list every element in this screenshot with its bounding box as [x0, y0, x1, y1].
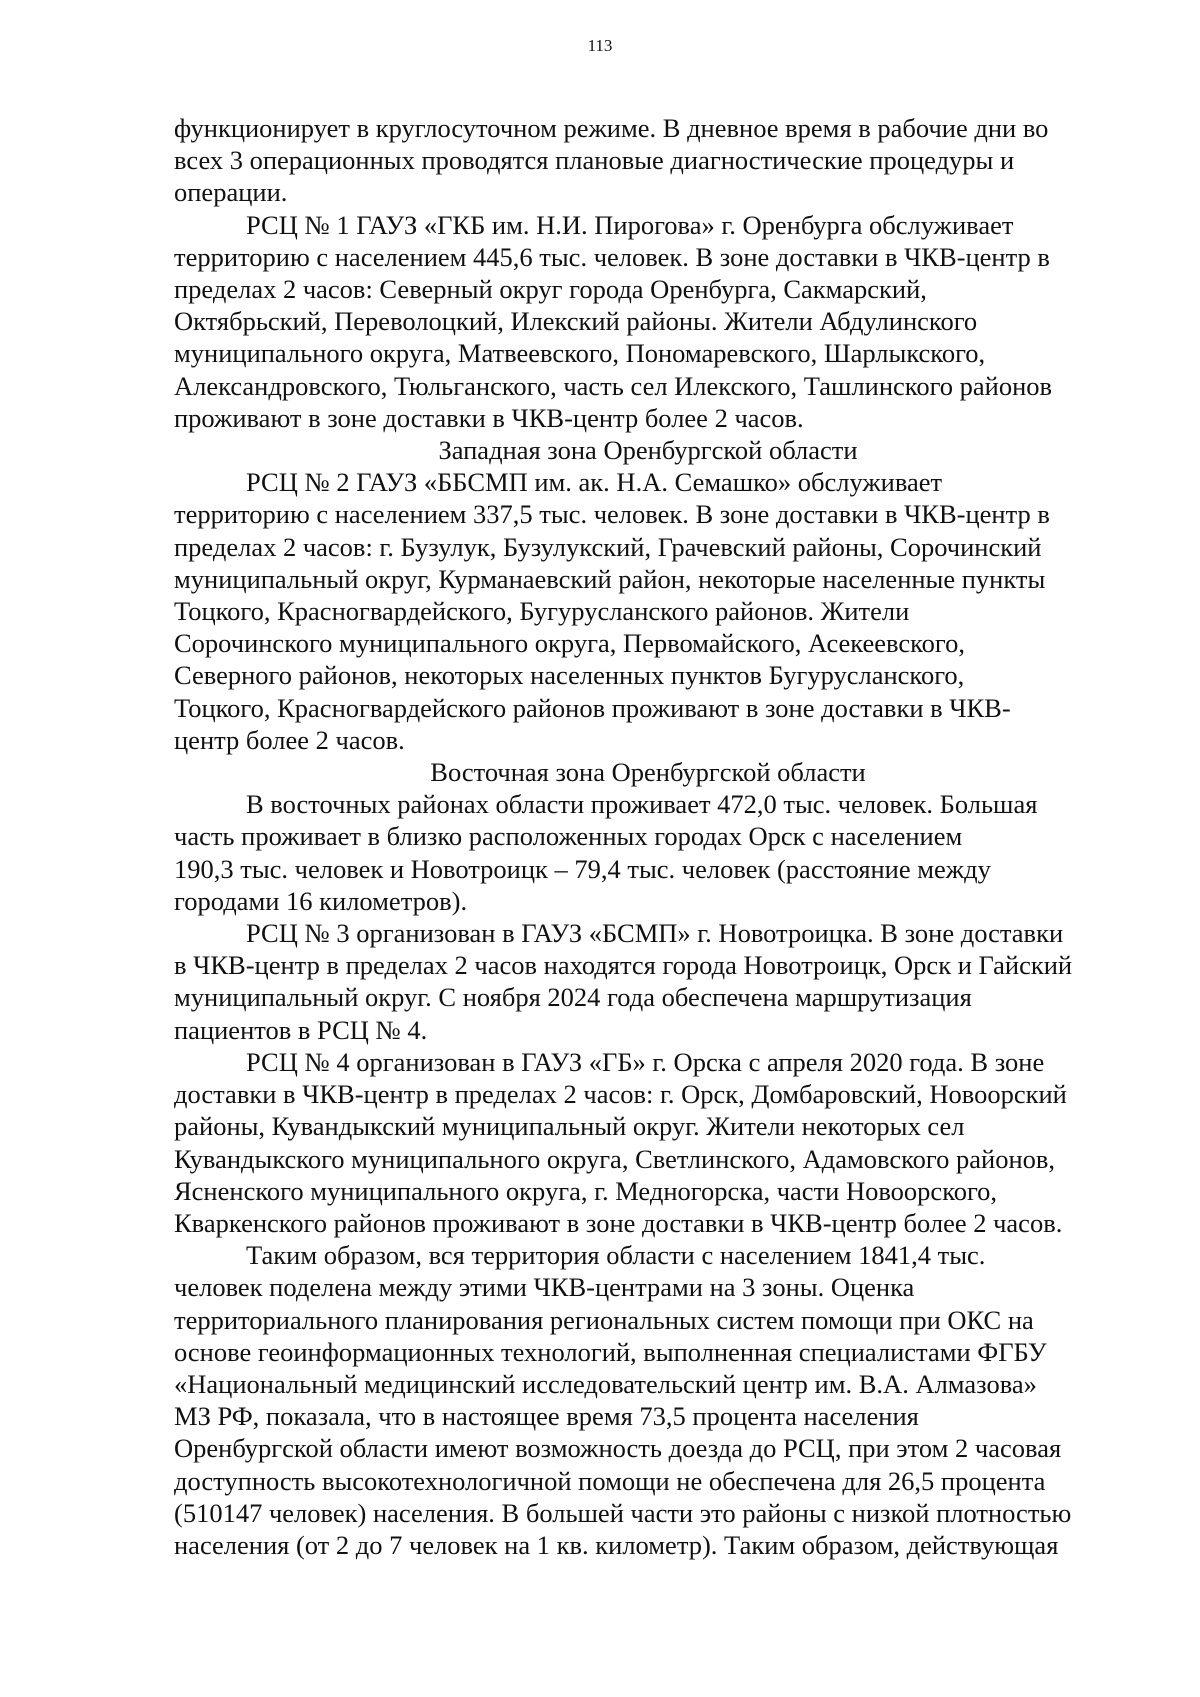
text-line: Сорочинского муниципального округа, Первомайского, Асекеевского,: [174, 628, 966, 659]
text-line: операции.: [174, 177, 288, 208]
text-line: функционирует в круглосуточном режиме. В дневное время в рабочие дни во: [174, 113, 1049, 143]
text-line: Октябрьский, Переволоцкий, Илекский районы. Жители Абдулинского: [174, 306, 978, 337]
paragraph: [174, 466, 1122, 756]
text-line: пациентов в РСЦ № 4.: [174, 1014, 428, 1045]
text-line: пределах 2 часов: г. Бузулук, Бузулукский, Грачевский районы, Сорочинский: [174, 531, 1042, 562]
text-line: РСЦ № 2 ГАУЗ «ББСМП им. ак. Н.А. Семашко» обслуживает: [246, 467, 943, 498]
paragraph: [174, 1239, 1122, 1561]
text-line: РСЦ № 4 организован в ГАУЗ «ГБ» г. Орска с апреля 2020 года. В зоне: [246, 1046, 1045, 1077]
text-line: «Национальный медицинский исследовательский центр им. В.А. Алмазова»: [174, 1368, 1037, 1399]
text-line: Кваркенского районов проживают в зоне доставки в ЧКВ-центр более 2 часов.: [174, 1207, 1063, 1238]
text-line: территорию с населением 337,5 тыс. человек. В зоне доставки в ЧКВ-центр в: [174, 499, 1050, 530]
text-line: В восточных районах области проживает 472,0 тыс. человек. Большая: [246, 789, 1038, 820]
text-line: муниципальный округ, Курманаевский район, некоторые населенные пункты: [174, 563, 1046, 594]
paragraph: [174, 112, 1122, 209]
text-line: (510147 человек) населения. В большей части это районы с низкой плотностью: [174, 1497, 1072, 1528]
text-line: проживают в зоне доставки в ЧКВ-центр более 2 часов.: [174, 402, 804, 433]
page-number: 113: [587, 36, 613, 55]
text-line: Оренбургской области имеют возможность доезда до РСЦ, при этом 2 часовая: [174, 1433, 1062, 1464]
text-line: часть проживает в близко расположенных городах Орск с населением: [174, 821, 963, 852]
text-line: муниципальный округ. С ноября 2024 года обеспечена маршрутизация: [174, 982, 972, 1013]
text-line: территориального планирования региональных систем помощи при ОКС на: [174, 1304, 1034, 1335]
text-line: в ЧКВ-центр в пределах 2 часов находятся города Новотроицк, Орск и Гайский: [174, 950, 1073, 981]
text-line: РСЦ № 3 организован в ГАУЗ «БСМП» г. Новотроицка. В зоне доставки: [246, 918, 1064, 949]
text-line: населения (от 2 до 7 человек на 1 кв. километр). Таким образом, действующая: [174, 1529, 1059, 1560]
text-line: 190,3 тыс. человек и Новотроицк – 79,4 тыс. человек (расстояние между: [174, 853, 991, 884]
paragraph: [174, 788, 1122, 917]
text-line: РСЦ № 1 ГАУЗ «ГКБ им. Н.И. Пирогова» г. Оренбурга обслуживает: [246, 209, 1014, 240]
text-line: Северного районов, некоторых населенных пунктов Бугурусланского,: [174, 660, 965, 691]
text-line: муниципального округа, Матвеевского, Пономаревского, Шарлыкского,: [174, 338, 986, 369]
text-line: Кувандыкского муниципального округа, Светлинского, Адамовского районов,: [174, 1143, 1056, 1174]
text-line: основе геоинформационных технологий, выполненная специалистами ФГБУ: [174, 1336, 1047, 1367]
text-line: доступность высокотехнологичной помощи не обеспечена для 26,5 процента: [174, 1465, 1046, 1496]
document-body: [174, 112, 1122, 1561]
text-line: МЗ РФ, показала, что в настоящее время 73,5 процента населения: [174, 1401, 919, 1432]
text-line: доставки в ЧКВ-центр в пределах 2 часов: г. Орск, Домбаровский, Новоорский: [174, 1079, 1067, 1110]
paragraph: [174, 209, 1122, 434]
text-line: Таким образом, вся территория области с населением 1841,4 тыс.: [246, 1240, 986, 1271]
text-line: человек поделена между этими ЧКВ-центрами на 3 зоны. Оценка: [174, 1272, 915, 1303]
text-line: пределах 2 часов: Северный округ города Оренбурга, Сакмарский,: [174, 274, 927, 305]
text-line: всех 3 операционных проводятся плановые диагностические процедуры и: [174, 145, 1015, 176]
section-heading: Восточная зона Оренбургской области: [430, 757, 866, 788]
paragraph: [174, 1046, 1122, 1239]
text-line: районы, Кувандыкский муниципальный округ. Жители некоторых сел: [174, 1111, 965, 1142]
text-line: городами 16 километров).: [174, 885, 468, 916]
text-line: Александровского, Тюльганского, часть сел Илекского, Ташлинского районов: [174, 370, 1053, 401]
text-line: центр более 2 часов.: [174, 724, 405, 755]
text-line: Ясненского муниципального округа, г. Медногорска, части Новоорского,: [174, 1175, 998, 1206]
text-line: Тоцкого, Красногвардейского, Бугурусланского районов. Жители: [174, 596, 910, 627]
text-line: Тоцкого, Красногвардейского районов проживают в зоне доставки в ЧКВ-: [174, 692, 1011, 723]
paragraph: [174, 917, 1122, 1046]
section-heading: Западная зона Оренбургской области: [438, 435, 858, 466]
text-line: территорию с населением 445,6 тыс. человек. В зоне доставки в ЧКВ-центр в: [174, 241, 1050, 272]
